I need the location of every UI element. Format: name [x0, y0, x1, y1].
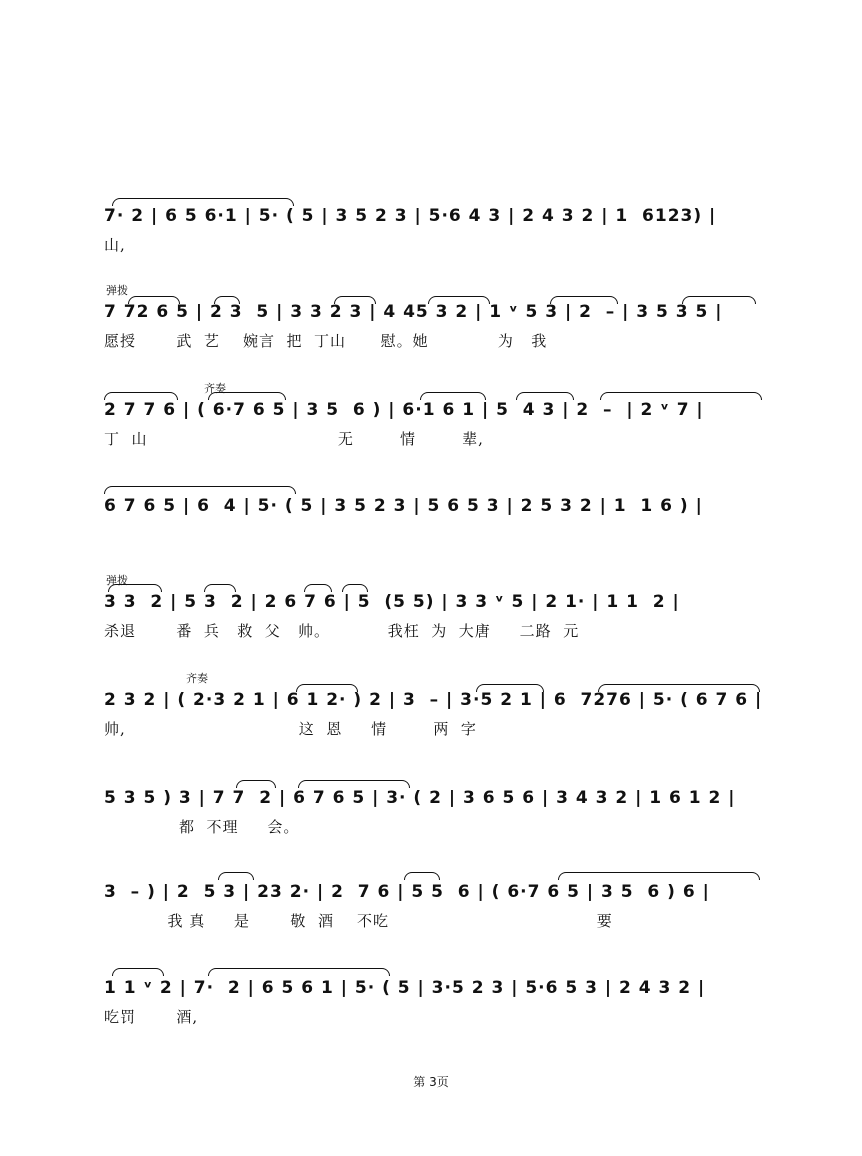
instrument-annotation: 弹拨: [106, 574, 128, 587]
lyrics-line: 都 不理 会。: [104, 818, 300, 836]
lyrics-line: 我 真 是 敬 酒 不吃 要: [104, 912, 613, 930]
slur: [208, 392, 286, 400]
slur: [104, 392, 178, 400]
slur: [420, 392, 486, 400]
notation-line: 3 – ) | 2 5 3 | 23 2· | 2 7 6 | 5 5 6 | ( 6·7 6 5 | 3 5 6 ) 6 |: [104, 882, 710, 902]
slur: [558, 872, 760, 880]
staff-system-5: [0, 572, 862, 652]
lyrics-line: 吃罚 酒,: [104, 1008, 199, 1026]
slur: [404, 872, 440, 880]
notation-line: 5 3 5 ) 3 | 7 7 2 | 6 7 6 5 | 3· ( 2 | 3 6 5 6 | 3 4 3 2 | 1 6 1 2 |: [104, 788, 736, 808]
instrument-annotation: 弹拨: [106, 284, 128, 297]
lyrics-line: 山,: [104, 236, 126, 254]
staff-system-3: [0, 380, 862, 460]
notation-line: 2 3 2 | ( 2·3 2 1 | 6 1 2· ) 2 | 3 – | 3·5 2 1 | 6 7276 | 5· ( 6 7 6 |: [104, 690, 763, 710]
staff-system-6: [0, 670, 862, 750]
notation-line: 2 7 7 6 | ( 6·7 6 5 | 3 5 6 ) | 6·1 6 1 | 5 4 3 | 2 – | 2 ᵛ 7 |: [104, 400, 704, 420]
instrument-annotation: 齐奏: [186, 672, 208, 685]
staff-system-8: [0, 864, 862, 944]
slur: [112, 968, 164, 976]
slur: [108, 584, 162, 592]
staff-system-7: [0, 770, 862, 850]
slur: [236, 780, 276, 788]
slur: [304, 584, 332, 592]
notation-line: 3 3 2 | 5 3 2 | 2 6 7 6 | 5 (5 5) | 3 3 ᵛ 5 | 2 1· | 1 1 2 |: [104, 592, 680, 612]
lyrics-line: 丁 山 无 情 辈,: [104, 430, 484, 448]
slur: [204, 584, 236, 592]
slur: [516, 392, 574, 400]
slur: [112, 198, 294, 206]
notation-line: 7· 2 | 6 5 6·1 | 5· ( 5 | 3 5 2 3 | 5·6 4 3 | 2 4 3 2 | 1 6123) |: [104, 206, 717, 226]
slur: [104, 486, 296, 494]
slur: [298, 780, 410, 788]
notation-line: 7 72 6 5 | 2 3 5 | 3 3 2 3 | 4 45 3 2 | 1 ᵛ 5 3 | 2 – | 3 5 3 5 |: [104, 302, 723, 322]
slur: [600, 392, 762, 400]
staff-system-1: [0, 196, 862, 276]
staff-system-4: [0, 486, 862, 566]
staff-system-9: [0, 962, 862, 1042]
notation-line: 6 7 6 5 | 6 4 | 5· ( 5 | 3 5 2 3 | 5 6 5 3 | 2 5 3 2 | 1 1 6 ) |: [104, 496, 703, 516]
notation-line: 1 1 ᵛ 2 | 7· 2 | 6 5 6 1 | 5· ( 5 | 3·5 2 3 | 5·6 5 3 | 2 4 3 2 |: [104, 978, 706, 998]
page-number: 第 3页: [413, 1075, 449, 1089]
slur: [342, 584, 368, 592]
lyrics-line: 帅, 这 恩 情 两 字: [104, 720, 477, 738]
slur: [208, 968, 390, 976]
staff-system-2: [0, 282, 862, 362]
lyrics-line: 杀退 番 兵 救 父 帅。 我枉 为 大唐 二路 元: [104, 622, 580, 640]
lyrics-line: 愿授 武 艺 婉言 把 丁山 慰。她 为 我: [104, 332, 548, 350]
instrument-annotation: 齐奏: [204, 382, 226, 395]
slur: [218, 872, 254, 880]
